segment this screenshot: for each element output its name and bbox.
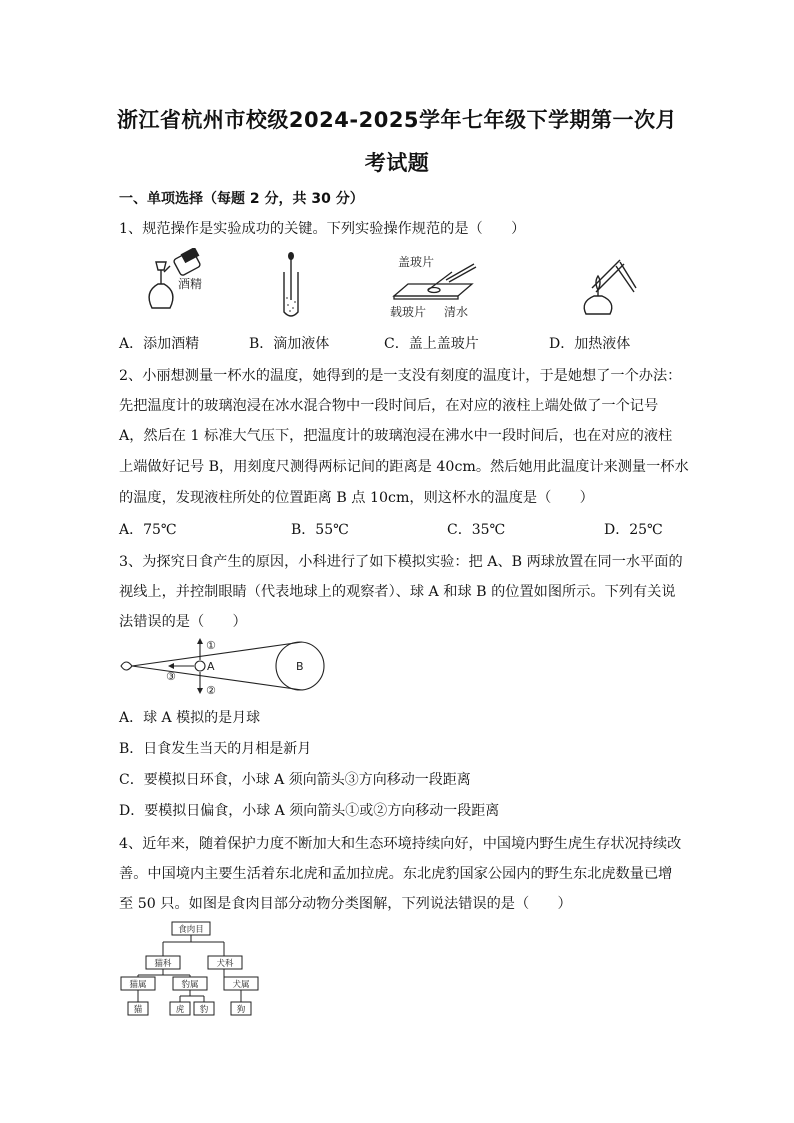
q1-figure-cover-slip [388,250,488,322]
q3-label-ball-b: B [296,660,304,673]
q3-line-3: 法错误的是（ ） [119,614,247,630]
q1-stem: 1、规范操作是实验成功的关键。下列实验操作规范的是（ ） [119,221,526,237]
q1-figure-add-alcohol [130,248,220,320]
tree-species-tiger: 虎 [175,1005,185,1015]
tree-species-leopard: 豹 [199,1005,209,1015]
q3-label-arrow2: ② [206,684,216,697]
tree-genus-canis: 犬属 [232,980,250,990]
q2-option-a[interactable]: A．75℃ [119,522,177,538]
q1-label-water: 清水 [444,305,469,319]
q3-label-arrow3: ③ [166,670,176,683]
q1-option-c[interactable]: C．盖上盖玻片 [384,336,479,352]
tree-root: 食肉目 [178,925,204,935]
q1-option-a[interactable]: A．添加酒精 [119,336,200,352]
exam-title-line-2: 考试题 [364,151,430,175]
q1-label-alcohol: 酒精 [178,277,203,291]
tree-species-cat: 猫 [133,1005,143,1015]
q2-option-c[interactable]: C．35℃ [447,522,506,538]
tree-family-cat: 猫科 [154,959,172,969]
q3-label-ball-a: A [207,660,215,673]
tree-genus-panthera: 豹属 [181,980,199,990]
q3-option-b[interactable]: B．日食发生当天的月相是新月 [119,741,312,757]
q4-line-1: 4、近年来，随着保护力度不断加大和生态环境持续向好，中国境内野生虎生存状况持续改 [119,836,682,852]
q2-line-1: 2、小丽想测量一杯水的温度，她得到的是一支没有刻度的温度计，于是她想了一个办法： [119,368,682,384]
tree-species-dog: 狗 [236,1005,246,1015]
eye-icon [121,662,132,670]
q1-figure-heat-liquid [576,248,646,320]
q1-label-slide: 载玻片 [390,305,427,319]
q2-line-3: A，然后在 1 标准大气压下，把温度计的玻璃泡浸在沸水中一段时间后，也在对应的液柱 [119,428,673,444]
q1-option-b[interactable]: B．滴加液体 [249,336,330,352]
q1-figure-drop-liquid [272,250,312,322]
q3-line-2: 视线上，并控制眼睛（代表地球上的观察者）、球 A 和球 B 的位置如图所示。下列有关说 [119,584,676,600]
q3-eclipse-figure [116,636,326,698]
exam-title-line-1: 浙江省杭州市校级2024-2025学年七年级下学期第一次月 [116,108,678,132]
q3-label-arrow1: ① [206,639,216,652]
q3-option-d[interactable]: D．要模拟日偏食，小球 A 须向箭头①或②方向移动一段距离 [119,803,500,819]
q3-option-a[interactable]: A．球 A 模拟的是月球 [119,710,261,726]
q1-label-cover: 盖玻片 [398,255,435,269]
q1-option-d[interactable]: D．加热液体 [549,336,631,352]
section-heading: 一、单项选择（每题 2 分，共 30 分） [119,191,364,207]
q2-line-2: 先把温度计的玻璃泡浸在冰水混合物中一段时间后，在对应的液柱上端处做了一个记号 [119,398,659,414]
q4-line-3: 至 50 只。如图是食肉目部分动物分类图解，下列说法错误的是（ ） [119,896,572,912]
q4-classification-tree [118,920,268,1018]
q3-line-1: 3、为探究日食产生的原因，小科进行了如下模拟实验：把 A、B 两球放置在同一水平面的 [119,554,683,570]
q2-line-5: 的温度，发现液柱所处的位置距离 B 点 10cm，则这杯水的温度是（ ） [119,490,594,506]
q3-option-c[interactable]: C．要模拟日环食，小球 A 须向箭头③方向移动一段距离 [119,772,471,788]
tree-genus-felis: 猫属 [129,980,147,990]
tree-family-dog: 犬科 [216,959,234,969]
q2-option-b[interactable]: B．55℃ [291,522,349,538]
q2-line-4: 上端做好记号 B，用刻度尺测得两标记间的距离是 40cm。然后她用此温度计来测量一杯水 [119,459,689,475]
q2-option-d[interactable]: D．25℃ [604,522,663,538]
q4-line-2: 善。中国境内主要生活着东北虎和孟加拉虎。东北虎豹国家公园内的野生东北虎数量已增 [119,866,673,882]
